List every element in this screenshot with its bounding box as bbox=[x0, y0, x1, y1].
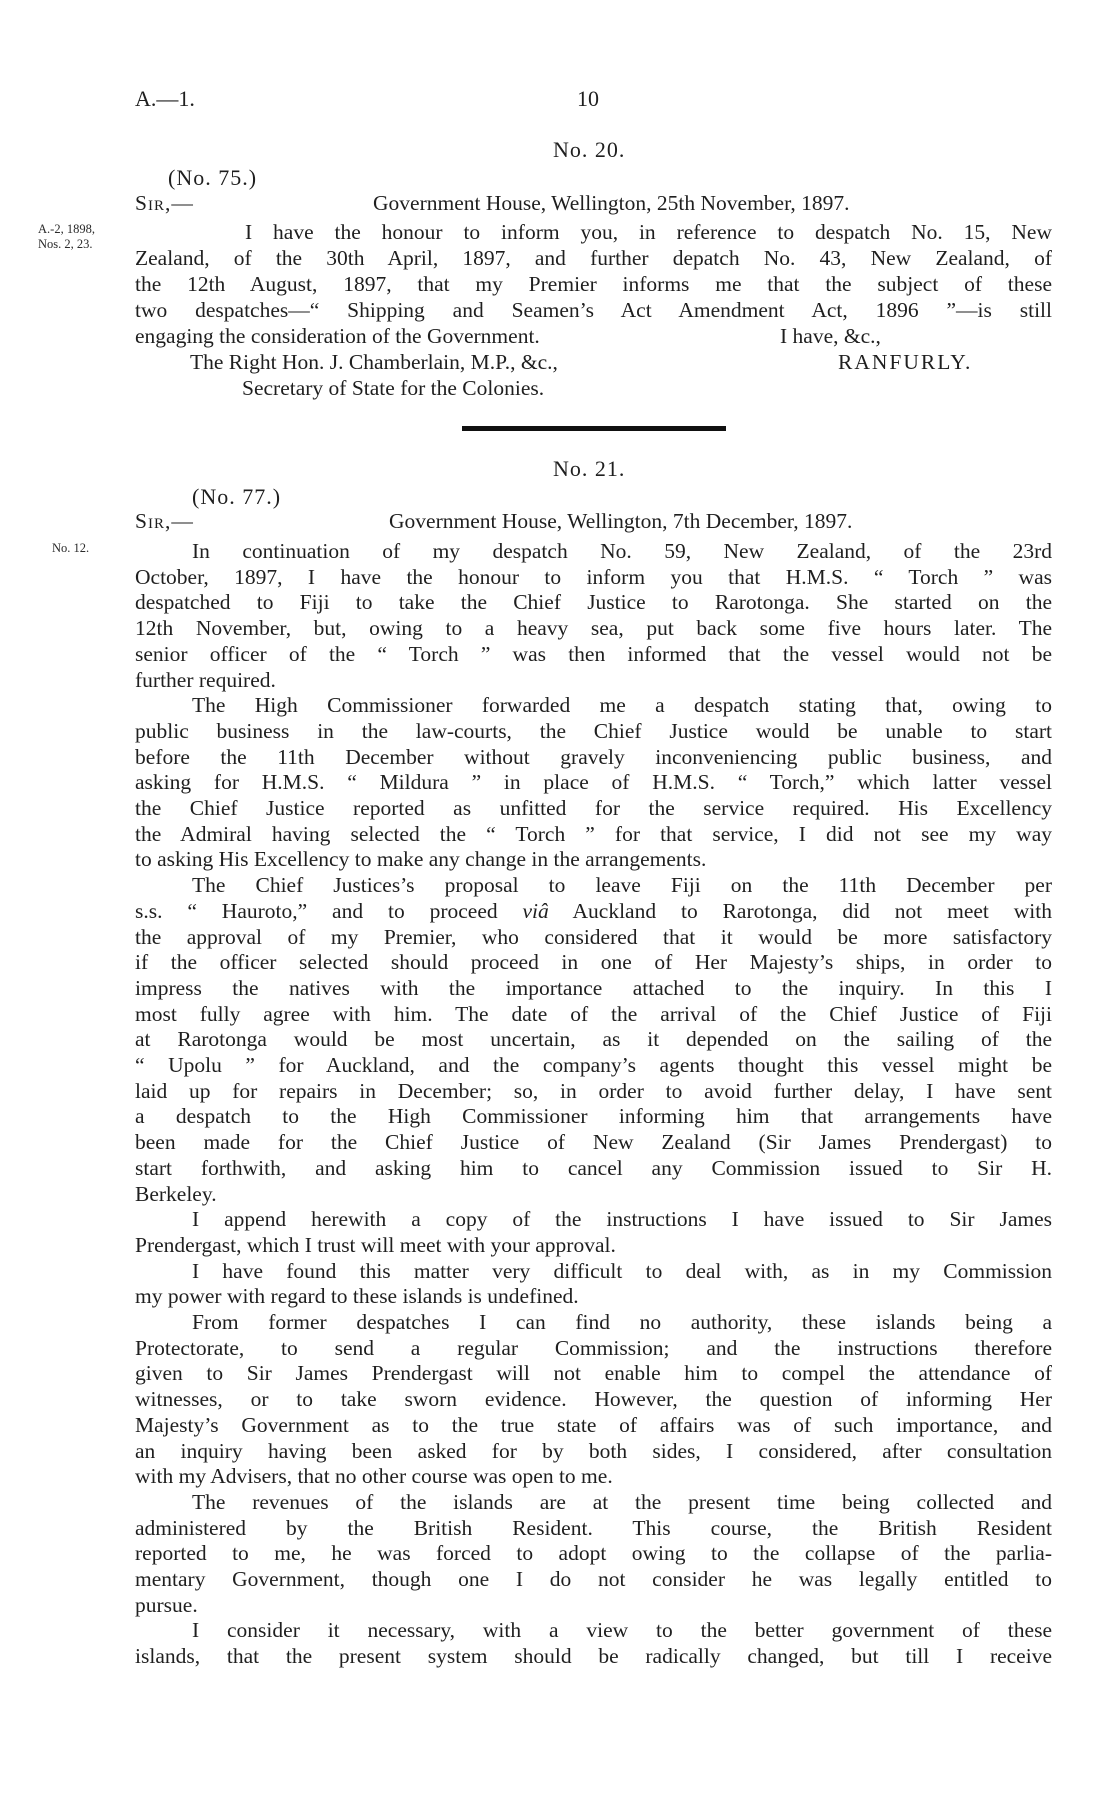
body-line: witnesses, or to take sworn evidence. However, the question of informing Her bbox=[135, 1387, 1052, 1411]
document-series-code: A.—1. bbox=[135, 86, 195, 111]
despatch-21-heading: No. 21. bbox=[553, 456, 626, 481]
body-line: senior officer of the “ Torch ” was then informed that the vessel would not be bbox=[135, 642, 1052, 666]
body-line: 12th November, but, owing to a heavy sea, put back some five hours later. The bbox=[135, 616, 1052, 640]
body-line: a despatch to the High Commissioner informing him that arrangements have bbox=[135, 1104, 1052, 1128]
body-line: the Chief Justice reported as unfitted for the service required. His Excellency bbox=[135, 796, 1052, 820]
body-line: further required. bbox=[135, 668, 276, 692]
body-line: From former despatches I can find no authority, these islands being a bbox=[192, 1310, 1052, 1334]
body-line: despatched to Fiji to take the Chief Justice to Rarotonga. She started on the bbox=[135, 590, 1052, 614]
margin-note-reference: A.-2, 1898, bbox=[38, 222, 95, 236]
body-line: reported to me, he was forced to adopt owing to the collapse of the parlia- bbox=[135, 1541, 1052, 1565]
despatch-20-closing: I have, &c., bbox=[780, 324, 881, 348]
section-divider bbox=[462, 426, 726, 431]
body-line: I append herewith a copy of the instructions I have issued to Sir James bbox=[192, 1207, 1052, 1231]
body-line: an inquiry having been asked for by both sides, I considered, after consultation bbox=[135, 1439, 1052, 1463]
body-line: asking for H.M.S. “ Mildura ” in place of H.M.S. “ Torch,” which latter vessel bbox=[135, 770, 1052, 794]
body-line: impress the natives with the importance attached to the inquiry. In this I bbox=[135, 976, 1052, 1000]
despatch-20-dateline: Government House, Wellington, 25th November, 1897. bbox=[373, 191, 850, 215]
body-line: to asking His Excellency to make any change in the arrangements. bbox=[135, 847, 707, 871]
margin-note-reference: No. 12. bbox=[52, 541, 90, 555]
body-line: public business in the law-courts, the Chief Justice would be unable to start bbox=[135, 719, 1052, 743]
body-line: laid up for repairs in December; so, in order to avoid further delay, I have sent bbox=[135, 1079, 1052, 1103]
despatch-20-ref: (No. 75.) bbox=[168, 165, 258, 190]
body-line: before the 11th December without gravely inconveniencing public business, and bbox=[135, 745, 1052, 769]
despatch-21-salutation: Sir,— bbox=[135, 509, 194, 533]
body-line: I have found this matter very difficult to deal with, as in my Commission bbox=[192, 1259, 1052, 1283]
despatch-20-addressee-title: Secretary of State for the Colonies. bbox=[242, 376, 545, 400]
body-line: been made for the Chief Justice of New Zealand (Sir James Prendergast) to bbox=[135, 1130, 1052, 1154]
body-line: The High Commissioner forwarded me a despatch stating that, owing to bbox=[192, 693, 1052, 717]
page-number: 10 bbox=[577, 86, 599, 111]
body-line: October, 1897, I have the honour to inform you that H.M.S. “ Torch ” was bbox=[135, 565, 1052, 589]
body-line: the approval of my Premier, who considered that it would be more satisfactory bbox=[135, 925, 1052, 949]
body-line: most fully agree with him. The date of the arrival of the Chief Justice of Fiji bbox=[135, 1002, 1052, 1026]
body-line: the Admiral having selected the “ Torch ” for that service, I did not see my way bbox=[135, 822, 1052, 846]
body-line: my power with regard to these islands is undefined. bbox=[135, 1284, 579, 1308]
body-line: Berkeley. bbox=[135, 1182, 217, 1206]
body-line: Majesty’s Government as to the true state of affairs was of such importance, and bbox=[135, 1413, 1052, 1437]
despatch-20-heading: No. 20. bbox=[553, 137, 626, 162]
body-line: the 12th August, 1897, that my Premier informs me that the subject of these bbox=[135, 272, 1052, 296]
despatch-20-signature: RANFURLY. bbox=[838, 350, 973, 374]
despatch-20-addressee: The Right Hon. J. Chamberlain, M.P., &c., bbox=[190, 350, 558, 374]
body-line: if the officer selected should proceed in one of Her Majesty’s ships, in order to bbox=[135, 950, 1052, 974]
body-line: “ Upolu ” for Auckland, and the company’s agents thought this vessel might be bbox=[135, 1053, 1052, 1077]
body-line: Prendergast, which I trust will meet with your approval. bbox=[135, 1233, 616, 1257]
body-line: administered by the British Resident. This course, the British Resident bbox=[135, 1516, 1052, 1540]
body-line: In continuation of my despatch No. 59, New Zealand, of the 23rd bbox=[192, 539, 1052, 563]
body-line: pursue. bbox=[135, 1593, 198, 1617]
despatch-21-ref: (No. 77.) bbox=[192, 484, 282, 509]
body-line: islands, that the present system should be radically changed, but till I receive bbox=[135, 1644, 1052, 1668]
body-line: s.s. “ Hauroto,” and to proceed viâ Auckland to Rarotonga, did not meet with bbox=[135, 899, 1052, 923]
body-line: mentary Government, though one I do not consider he was legally entitled to bbox=[135, 1567, 1052, 1591]
body-line: Zealand, of the 30th April, 1897, and further depatch No. 43, New Zealand, of bbox=[135, 246, 1052, 270]
body-line: The Chief Justices’s proposal to leave Fiji on the 11th December per bbox=[192, 873, 1052, 897]
despatch-20-last-line: engaging the consideration of the Government. bbox=[135, 324, 540, 348]
body-line: The revenues of the islands are at the present time being collected and bbox=[192, 1490, 1052, 1514]
body-line: I consider it necessary, with a view to the better government of these bbox=[192, 1618, 1052, 1642]
body-line: start forthwith, and asking him to cancel any Commission issued to Sir H. bbox=[135, 1156, 1052, 1180]
body-line: Protectorate, to send a regular Commission; and the instructions therefore bbox=[135, 1336, 1052, 1360]
body-line: two despatches—“ Shipping and Seamen’s Act Amendment Act, 1896 ”—is still bbox=[135, 298, 1052, 322]
body-line: at Rarotonga would be most uncertain, as it depended on the sailing of the bbox=[135, 1027, 1052, 1051]
despatch-20-salutation: Sir,— bbox=[135, 191, 194, 215]
body-line: I have the honour to inform you, in reference to despatch No. 15, New bbox=[245, 220, 1052, 244]
body-line: with my Advisers, that no other course was open to me. bbox=[135, 1464, 613, 1488]
body-line: given to Sir James Prendergast will not enable him to compel the attendance of bbox=[135, 1361, 1052, 1385]
margin-note-reference-cont: Nos. 2, 23. bbox=[38, 237, 93, 251]
despatch-21-dateline: Government House, Wellington, 7th December, 1897. bbox=[389, 509, 853, 533]
